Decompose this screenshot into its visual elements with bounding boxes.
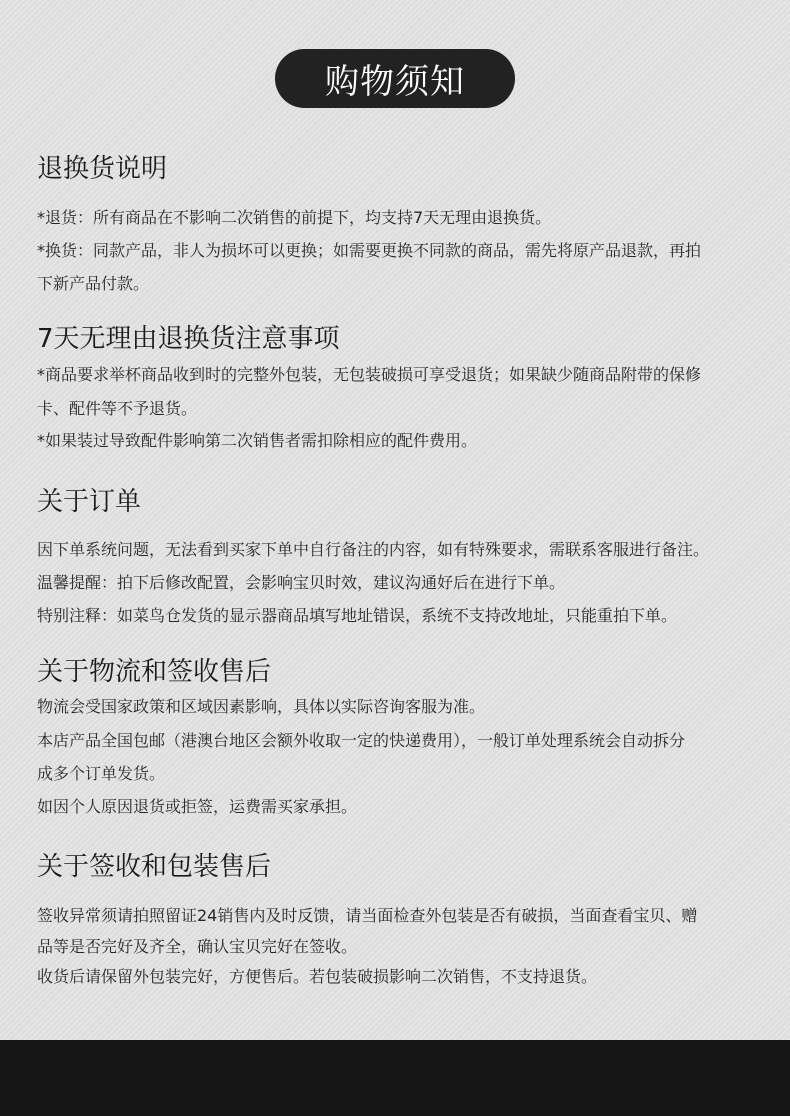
- 7day-line-3: *如果装过导致配件影响第二次销售者需扣除相应的配件费用。: [37, 431, 478, 450]
- returns-line-1: *退货：所有商品在不影响二次销售的前提下，均支持7天无理由退换货。: [37, 208, 552, 227]
- returns-line-3: 下新产品付款。: [37, 274, 150, 293]
- page-title-pill: [275, 49, 515, 108]
- logistics-line-1: 物流会受国家政策和区域因素影响，具体以实际咨询客服为准。: [37, 697, 486, 716]
- section-heading-returns: 退换货说明: [37, 154, 168, 184]
- orders-line-2: 温馨提醒：拍下后修改配置，会影响宝贝时效，建议沟通好后在进行下单。: [37, 573, 566, 592]
- 7day-line-1: *商品要求举杯商品收到时的完整外包装，无包装破损可享受退货；如果缺少随商品附带的保修: [37, 365, 702, 384]
- footer-bar: [0, 1040, 790, 1116]
- packaging-line-2: 品等是否完好及齐全，确认宝贝完好在签收。: [37, 937, 358, 956]
- section-heading-packaging: 关于签收和包装售后: [37, 852, 272, 882]
- logistics-line-4: 如因个人原因退货或拒签，运费需买家承担。: [37, 797, 358, 816]
- section-heading-orders: 关于订单: [37, 487, 142, 517]
- orders-line-1: 因下单系统问题，无法看到买家下单中自行备注的内容，如有特殊要求，需联系客服进行备注。: [37, 540, 710, 559]
- packaging-line-3: 收货后请保留外包装完好，方便售后。若包装破损影响二次销售，不支持退货。: [37, 967, 598, 986]
- section-heading-7day-notes: 7天无理由退换货注意事项: [37, 324, 340, 354]
- orders-line-3: 特别注释：如菜鸟仓发货的显示器商品填写地址错误，系统不支持改地址，只能重拍下单。: [37, 606, 678, 625]
- page-title: 购物须知: [325, 62, 465, 102]
- returns-line-2: *换货：同款产品，非人为损坏可以更换；如需要更换不同款的商品，需先将原产品退款，再拍: [37, 241, 702, 260]
- logistics-line-2: 本店产品全国包邮（港澳台地区会额外收取一定的快递费用），一般订单处理系统会自动拆分: [37, 731, 686, 750]
- section-heading-logistics: 关于物流和签收售后: [37, 657, 272, 687]
- logistics-line-3: 成多个订单发货。: [37, 764, 166, 783]
- 7day-line-2: 卡、配件等不予退货。: [37, 399, 198, 418]
- packaging-line-1: 签收异常须请拍照留证24销售内及时反馈，请当面检查外包装是否有破损，当面查看宝贝、赠: [37, 906, 698, 925]
